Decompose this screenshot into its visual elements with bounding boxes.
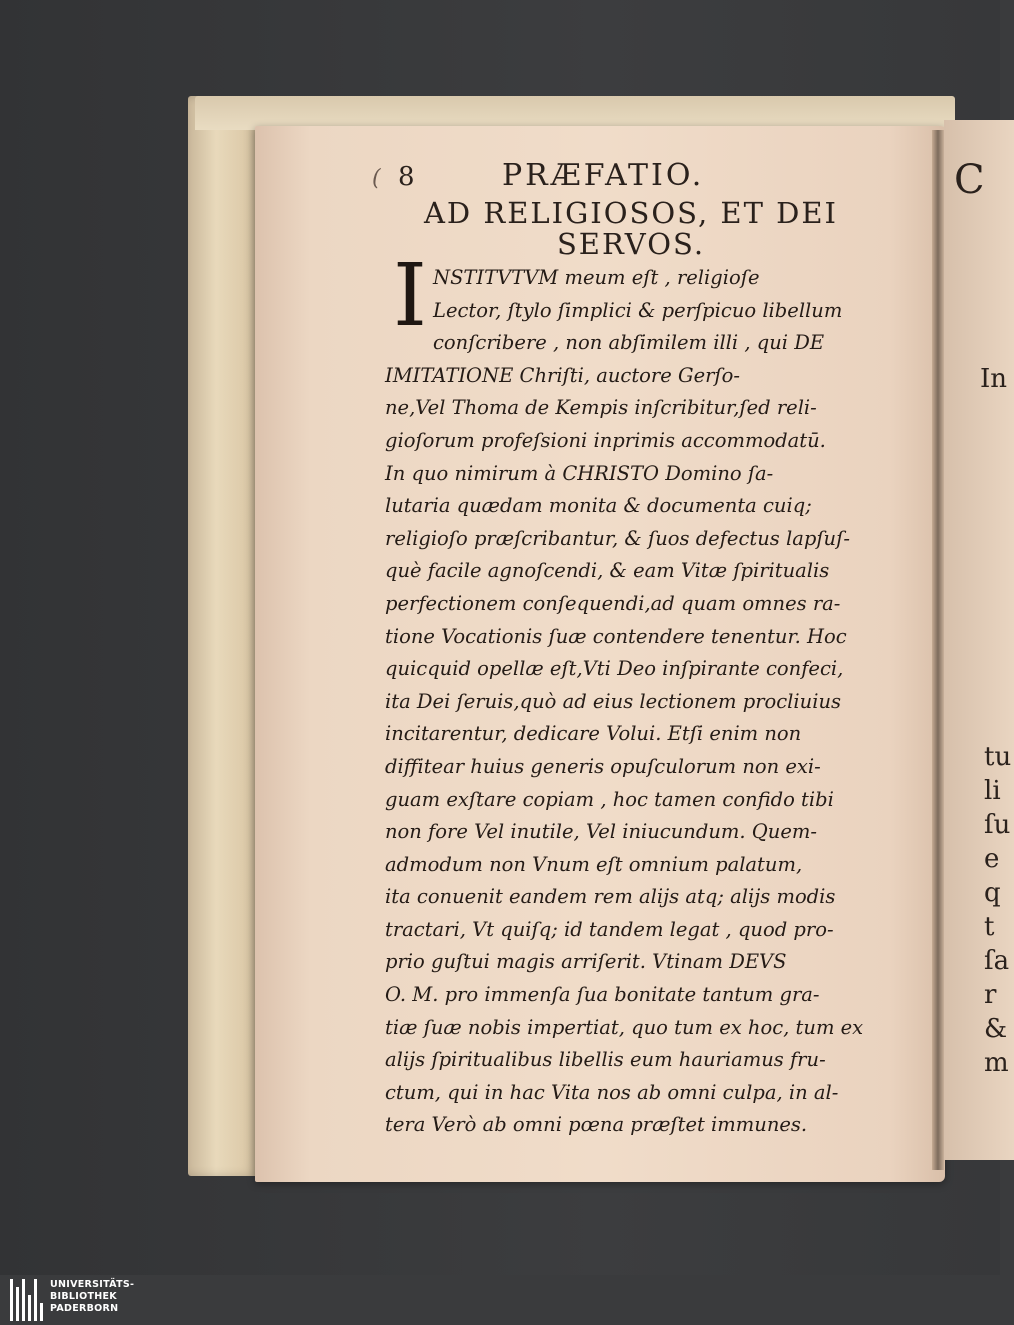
text-line: alijs ſpiritualibus libellis eum hauriamus fru- <box>385 1048 826 1072</box>
drop-cap: I <box>393 246 427 346</box>
logo-line-3: PADERBORN <box>50 1303 119 1314</box>
book-gutter <box>932 130 944 1170</box>
heading-line-1: AD RELIGIOSOS, ET DEI <box>423 196 839 230</box>
text-line: incitarentur, dedicare Volui. Etſi enim non <box>385 722 802 746</box>
text-line: conſcribere , non abſimilem illi , qui DE <box>433 331 825 355</box>
next-page-letter: In <box>980 364 1008 394</box>
margin-note: ( <box>372 166 381 191</box>
next-page-letter: & <box>984 1014 1008 1044</box>
book-cover-edge <box>188 96 258 1176</box>
text-line: ita conuenit eandem rem alijs atq; alijs modis <box>385 885 836 909</box>
text-line: lutaria quædam monita & documenta cuiq; <box>385 494 812 518</box>
text-line: què facile agnoſcendi, & eam Vitæ ſpiritualis <box>385 559 830 583</box>
text-line: guam exſtare copiam , hoc tamen confido tibi <box>385 787 834 811</box>
logo-line-1: UNIVERSITÄTS- <box>50 1279 135 1290</box>
text-line: IMITATIONE Chriſti, auctore Gerſo- <box>385 363 740 387</box>
text-line: tractari, Vt quiſq; id tandem legat , quod pro- <box>385 917 834 941</box>
footer-bar <box>0 1275 1000 1325</box>
text-line: prio guſtui magis arriſerit. Vtinam DEVS <box>385 950 787 974</box>
text-line: O. M. pro immenſa ſua bonitate tantum gra- <box>385 983 820 1007</box>
next-page-letter: tu <box>984 742 1012 772</box>
next-page-letter: e <box>984 844 1000 874</box>
text-line: tera Verò ab omni pœna præſtet immunes. <box>385 1113 808 1137</box>
text-line: ne,Vel Thoma de Kempis inſcribitur,ſed reli- <box>385 396 817 420</box>
next-page-letter: t <box>984 912 995 942</box>
library-logo-text <box>50 1279 134 1315</box>
next-page-letter: li <box>984 776 1001 806</box>
next-page-letter: m <box>984 1048 1009 1078</box>
section-heading <box>396 198 866 260</box>
text-line: In quo nimirum à CHRISTO Domino ſa- <box>385 461 774 485</box>
next-page-letter: ſa <box>984 946 1010 976</box>
heading-line-2: SERVOS. <box>556 227 706 261</box>
next-page-letter: r <box>984 980 997 1010</box>
text-line: quicquid opellæ eſt,Vti Deo inſpirante confeci, <box>385 657 844 681</box>
page-header <box>372 158 872 198</box>
text-line: tiæ ſuæ nobis impertiat, quo tum ex hoc, tum ex <box>385 1015 864 1039</box>
text-line: religioſo præſcribantur, & ſuos defectus lapſuſ- <box>385 526 850 550</box>
text-line: tione Vocationis ſuæ contendere tenentur. Hoc <box>385 624 847 648</box>
text-line: gioſorum profeſsioni inprimis accommodatū. <box>385 428 826 452</box>
text-line: admodum non Vnum eſt omnium palatum, <box>385 852 803 876</box>
next-page-letter: ſu <box>984 810 1011 840</box>
body-text <box>385 246 865 1142</box>
page-number: 8 <box>398 162 415 192</box>
logo-line-2: BIBLIOTHEK <box>50 1291 117 1302</box>
text-line: perfectionem conſequendi,ad quam omnes ra- <box>385 591 841 615</box>
right-page-fragment <box>944 120 1014 1160</box>
text-line: non fore Vel inutile, Vel iniucundum. Quem- <box>385 820 817 844</box>
text-line: Lector, ſtylo ſimplici & perſpicuo libellum <box>433 298 843 322</box>
next-page-letter: q <box>984 878 1001 908</box>
library-logo-icon <box>10 1279 44 1321</box>
running-title: PRÆFATIO. <box>502 158 705 193</box>
text-line: diffitear huius generis opuſculorum non exi- <box>385 754 821 778</box>
text-line: ctum, qui in hac Vita nos ab omni culpa, in al- <box>385 1080 839 1104</box>
book-cover-top <box>195 96 955 130</box>
text-line: NSTITVTVM meum eſt , religioſe <box>433 266 760 289</box>
text-line: ita Dei ſeruis,quò ad eius lectionem procliuius <box>385 689 842 713</box>
next-page-letter: C <box>954 157 985 203</box>
